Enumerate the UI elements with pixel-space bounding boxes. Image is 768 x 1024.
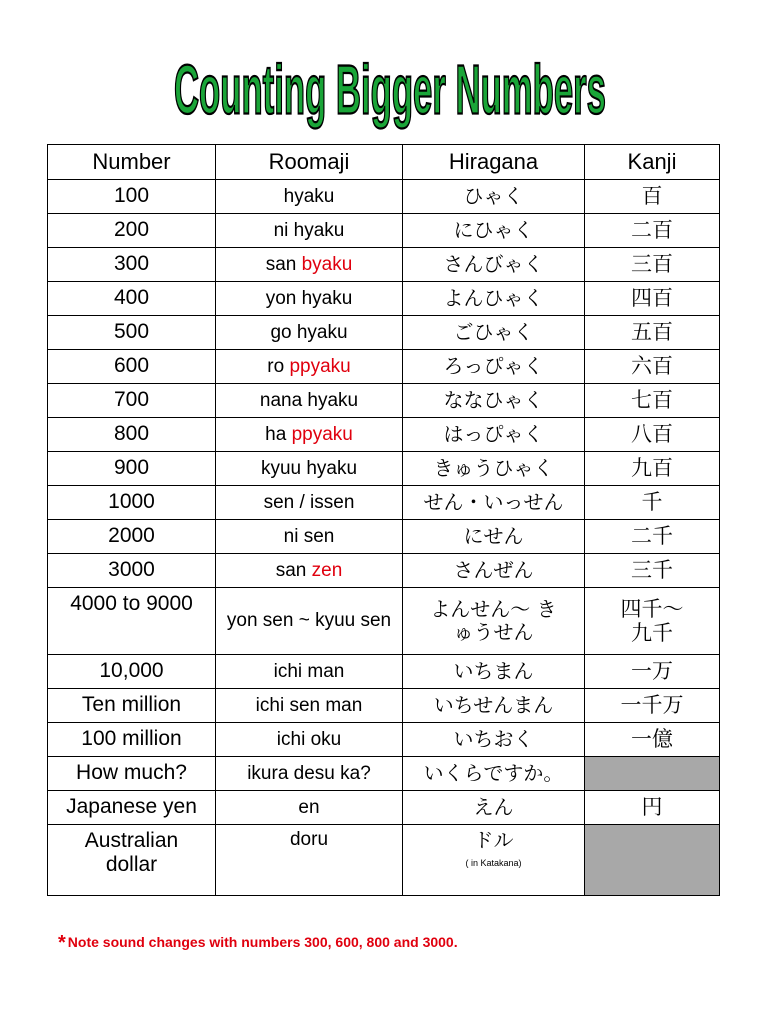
cell-kanji: 四百: [585, 282, 720, 316]
cell-kanji: 九百: [585, 452, 720, 486]
table-row: [48, 486, 720, 520]
cell-kanji-shaded: [585, 757, 720, 791]
table-row: [48, 655, 720, 689]
cell-number: 900: [48, 452, 216, 486]
cell-number: 800: [48, 418, 216, 452]
cell-kanji: 一千万: [585, 689, 720, 723]
cell-hiragana: ひゃく: [403, 180, 585, 214]
table-row: [48, 689, 720, 723]
cell-roomaji: [216, 554, 403, 588]
roomaji-text: san: [265, 253, 302, 275]
cell-roomaji: [216, 520, 403, 554]
cell-kanji: 六百: [585, 350, 720, 384]
cell-roomaji: [216, 282, 403, 316]
table-row: [48, 418, 720, 452]
cell-roomaji: [216, 689, 403, 723]
roomaji-changed: ppyaku: [289, 355, 351, 377]
roomaji-text: go hyaku: [270, 321, 348, 343]
cell-hiragana: ろっぴゃく: [403, 350, 585, 384]
cell-hiragana: ななひゃく: [403, 384, 585, 418]
roomaji-text: en: [298, 796, 320, 818]
table-body: [48, 180, 720, 896]
cell-number: 100 million: [48, 723, 216, 757]
table-row: [48, 384, 720, 418]
table-row: [48, 282, 720, 316]
cell-number: Australian dollar: [48, 825, 216, 896]
table-row: [48, 825, 720, 896]
cell-hiragana: いちおく: [403, 723, 585, 757]
table-row: [48, 350, 720, 384]
cell-number: 400: [48, 282, 216, 316]
table-row: [48, 316, 720, 350]
cell-number: 2000: [48, 520, 216, 554]
cell-number: Ten million: [48, 689, 216, 723]
cell-number: 1000: [48, 486, 216, 520]
cell-kanji: 千: [585, 486, 720, 520]
cell-hiragana: いちせんまん: [403, 689, 585, 723]
cell-number: 4000 to 9000: [48, 588, 216, 655]
cell-roomaji: [216, 723, 403, 757]
cell-kanji: 八百: [585, 418, 720, 452]
cell-hiragana: よんひゃく: [403, 282, 585, 316]
roomaji-changed: ppyaku: [291, 423, 353, 445]
table-row: [48, 180, 720, 214]
cell-number: 700: [48, 384, 216, 418]
table-header-row: [48, 145, 720, 180]
cell-number: 600: [48, 350, 216, 384]
roomaji-text: san: [275, 559, 312, 581]
cell-kanji: 七百: [585, 384, 720, 418]
cell-hiragana: よんせん〜 きゅうせん: [403, 588, 585, 655]
roomaji-text: ha: [265, 423, 292, 445]
cell-roomaji: [216, 316, 403, 350]
table-row: [48, 791, 720, 825]
header-hiragana: Hiragana: [403, 145, 585, 180]
roomaji-text: nana hyaku: [259, 389, 359, 411]
cell-number: How much?: [48, 757, 216, 791]
cell-hiragana: [403, 825, 585, 896]
table-row: [48, 554, 720, 588]
roomaji-text: kyuu hyaku: [260, 457, 358, 479]
roomaji-changed: byaku: [301, 253, 353, 275]
cell-kanji-shaded: [585, 825, 720, 896]
cell-roomaji: [216, 418, 403, 452]
roomaji-text: ro: [267, 355, 290, 377]
cell-number: Japanese yen: [48, 791, 216, 825]
cell-hiragana: きゅうひゃく: [403, 452, 585, 486]
katakana-note: ( in Katakana): [465, 858, 522, 868]
table-row: [48, 520, 720, 554]
roomaji-text: ikura desu ka?: [247, 762, 371, 784]
roomaji-text: ichi man: [273, 660, 345, 682]
cell-roomaji: [216, 825, 403, 896]
cell-kanji: 百: [585, 180, 720, 214]
cell-hiragana: いちまん: [403, 655, 585, 689]
cell-number: 10,000: [48, 655, 216, 689]
table-row: [48, 723, 720, 757]
title-text: Counting Bigger Numbers: [174, 50, 606, 129]
header-roomaji: Roomaji: [216, 145, 403, 180]
table-row: [48, 214, 720, 248]
cell-roomaji: [216, 452, 403, 486]
cell-hiragana: いくらですか。: [403, 757, 585, 791]
roomaji-text: ichi oku: [276, 728, 342, 750]
counting-table: [47, 144, 720, 896]
header-number: Number: [48, 145, 216, 180]
footnote-text: Note sound changes with numbers 300, 600, 800 and 3000.: [67, 934, 458, 950]
cell-kanji: 五百: [585, 316, 720, 350]
page-title: [0, 42, 768, 132]
roomaji-text: hyaku: [283, 185, 335, 207]
footnote: [58, 932, 458, 955]
cell-hiragana: せん・いっせん: [403, 486, 585, 520]
cell-kanji: 四千〜 九千: [585, 588, 720, 655]
cell-roomaji: [216, 588, 403, 655]
cell-kanji: 二百: [585, 214, 720, 248]
cell-roomaji: [216, 791, 403, 825]
roomaji-text: sen / issen: [263, 491, 355, 513]
cell-roomaji: [216, 248, 403, 282]
cell-kanji: 一万: [585, 655, 720, 689]
roomaji-changed: zen: [311, 559, 343, 581]
cell-kanji: 二千: [585, 520, 720, 554]
asterisk-icon: *: [58, 932, 66, 954]
cell-roomaji: [216, 180, 403, 214]
header-kanji: Kanji: [585, 145, 720, 180]
roomaji-text: ni hyaku: [273, 219, 345, 241]
roomaji-text: yon sen ~ kyuu sen: [226, 610, 392, 632]
cell-hiragana: にせん: [403, 520, 585, 554]
cell-roomaji: [216, 350, 403, 384]
table-row: [48, 248, 720, 282]
cell-kanji: 三千: [585, 554, 720, 588]
roomaji-text: ni sen: [283, 525, 335, 547]
cell-roomaji: [216, 486, 403, 520]
cell-hiragana: さんぜん: [403, 554, 585, 588]
cell-number: 200: [48, 214, 216, 248]
roomaji-text: yon hyaku: [265, 287, 353, 309]
cell-number: 500: [48, 316, 216, 350]
cell-roomaji: [216, 384, 403, 418]
cell-kanji: 三百: [585, 248, 720, 282]
cell-hiragana: はっぴゃく: [403, 418, 585, 452]
cell-roomaji: [216, 655, 403, 689]
cell-roomaji: [216, 214, 403, 248]
roomaji-text: doru: [289, 829, 329, 850]
cell-number: 300: [48, 248, 216, 282]
roomaji-text: ichi sen man: [255, 694, 363, 716]
cell-kanji: 一億: [585, 723, 720, 757]
cell-hiragana: さんびゃく: [403, 248, 585, 282]
katakana-text: ドル: [473, 828, 514, 852]
table-row: [48, 757, 720, 791]
table-row: [48, 588, 720, 655]
cell-hiragana: にひゃく: [403, 214, 585, 248]
table-row: [48, 452, 720, 486]
cell-number: 100: [48, 180, 216, 214]
cell-hiragana: えん: [403, 791, 585, 825]
cell-hiragana: ごひゃく: [403, 316, 585, 350]
cell-number: 3000: [48, 554, 216, 588]
cell-kanji: 円: [585, 791, 720, 825]
cell-roomaji: [216, 757, 403, 791]
